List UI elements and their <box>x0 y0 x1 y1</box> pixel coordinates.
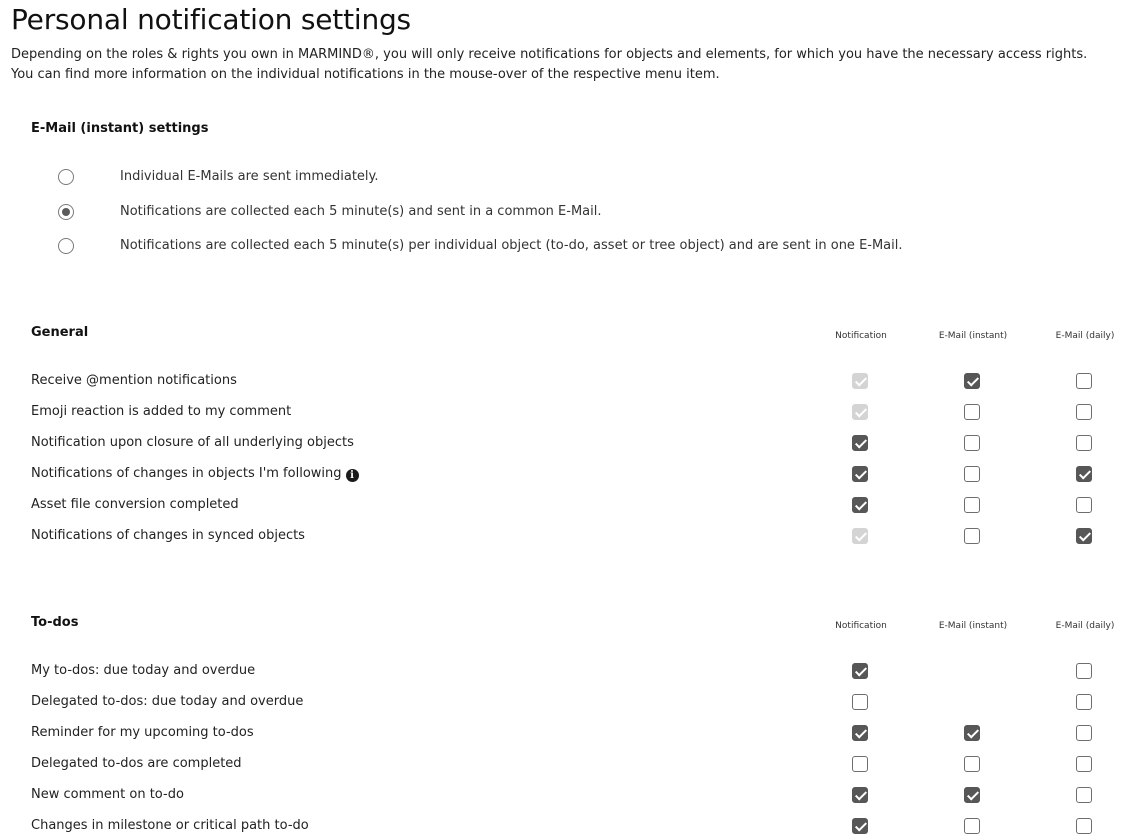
email-option-immediate[interactable] <box>58 169 1058 187</box>
checkbox-email-instant[interactable] <box>964 466 980 482</box>
checkbox-notification[interactable] <box>852 497 868 513</box>
checkbox-email-instant[interactable] <box>964 818 980 834</box>
setting-row-label <box>31 465 359 483</box>
checkbox-notification[interactable] <box>852 818 868 834</box>
radio-label: Notifications are collected each 5 minute(s) per individual object (to-do, asset or tree object) and are sent in one E-Mail. <box>120 238 903 253</box>
setting-row-label <box>31 755 242 773</box>
checkbox-notification[interactable] <box>852 725 868 741</box>
column-header-email-daily: E-Mail (daily) <box>1055 621 1115 631</box>
checkbox-email-daily[interactable] <box>1076 404 1092 420</box>
setting-row-label <box>31 786 184 804</box>
checkbox-email-daily[interactable] <box>1076 373 1092 389</box>
checkbox-email-instant[interactable] <box>964 725 980 741</box>
checkbox-notification[interactable] <box>852 663 868 679</box>
email-option-collected[interactable] <box>58 204 1058 222</box>
checkbox-email-instant[interactable] <box>964 373 980 389</box>
column-header-email-instant: E-Mail (instant) <box>938 621 1008 631</box>
column-header-email-daily: E-Mail (daily) <box>1055 331 1115 341</box>
column-header-email-instant: E-Mail (instant) <box>938 331 1008 341</box>
setting-label-text: Changes in milestone or critical path to-do <box>31 818 309 833</box>
setting-row-label <box>31 403 291 421</box>
checkbox-email-instant[interactable] <box>964 528 980 544</box>
checkbox-email-daily[interactable] <box>1076 528 1092 544</box>
column-header-notification: Notification <box>835 331 887 341</box>
intro-text-line-2: You can find more information on the individual notifications in the mouse-over of the respective menu item. <box>11 67 720 82</box>
setting-row-label <box>31 817 309 835</box>
setting-label-text: Asset file conversion completed <box>31 497 239 512</box>
setting-row-label <box>31 434 354 452</box>
checkbox-email-daily[interactable] <box>1076 787 1092 803</box>
checkbox-notification[interactable] <box>852 756 868 772</box>
radio-label: Notifications are collected each 5 minute(s) and sent in a common E-Mail. <box>120 204 602 219</box>
todos-section-title: To-dos <box>31 615 79 630</box>
checkbox-email-daily[interactable] <box>1076 435 1092 451</box>
email-option-per-object[interactable] <box>58 238 1058 256</box>
checkbox-email-instant[interactable] <box>964 787 980 803</box>
checkbox-notification <box>852 404 868 420</box>
setting-label-text: My to-dos: due today and overdue <box>31 663 256 678</box>
checkbox-email-instant[interactable] <box>964 756 980 772</box>
checkbox-notification <box>852 528 868 544</box>
setting-row-label <box>31 724 254 742</box>
checkbox-email-instant[interactable] <box>964 497 980 513</box>
setting-row-label <box>31 693 303 711</box>
setting-label-text: Notifications of changes in synced objects <box>31 528 305 543</box>
checkbox-notification[interactable] <box>852 435 868 451</box>
column-header-notification: Notification <box>835 621 887 631</box>
radio-button[interactable] <box>58 238 74 254</box>
checkbox-email-daily[interactable] <box>1076 497 1092 513</box>
checkbox-notification <box>852 373 868 389</box>
checkbox-email-daily[interactable] <box>1076 694 1092 710</box>
checkbox-email-instant[interactable] <box>964 435 980 451</box>
page-title: Personal notification settings <box>11 3 411 36</box>
radio-button-selected[interactable] <box>58 204 74 220</box>
intro-text-line-1: Depending on the roles & rights you own in MARMIND®, you will only receive notifications for objects and elements, for which you have the necessary access rights. <box>11 47 1088 62</box>
checkbox-email-daily[interactable] <box>1076 818 1092 834</box>
setting-label-text: Emoji reaction is added to my comment <box>31 404 292 419</box>
checkbox-email-daily[interactable] <box>1076 466 1092 482</box>
setting-label-text: Receive @mention notifications <box>31 373 237 388</box>
setting-label-text: New comment on to-do <box>31 787 184 802</box>
setting-label-text: Delegated to-dos: due today and overdue <box>31 694 304 709</box>
setting-row-label <box>31 527 305 545</box>
setting-label-text: Notification upon closure of all underlying objects <box>31 435 354 450</box>
checkbox-notification[interactable] <box>852 466 868 482</box>
setting-label-text: Delegated to-dos are completed <box>31 756 242 771</box>
checkbox-notification[interactable] <box>852 787 868 803</box>
setting-row-label <box>31 496 239 514</box>
setting-row-label <box>31 372 237 390</box>
checkbox-notification[interactable] <box>852 694 868 710</box>
radio-button[interactable] <box>58 169 74 185</box>
checkbox-email-daily[interactable] <box>1076 756 1092 772</box>
setting-label-text: Reminder for my upcoming to-dos <box>31 725 254 740</box>
checkbox-email-daily[interactable] <box>1076 663 1092 679</box>
radio-label: Individual E-Mails are sent immediately. <box>120 169 379 184</box>
general-section-title: General <box>31 325 89 340</box>
setting-label-text: Notifications of changes in objects I'm following <box>31 466 342 481</box>
email-settings-title: E-Mail (instant) settings <box>31 121 209 136</box>
info-circle-icon[interactable]: i <box>346 469 359 482</box>
setting-row-label <box>31 662 255 680</box>
checkbox-email-daily[interactable] <box>1076 725 1092 741</box>
checkbox-email-instant[interactable] <box>964 404 980 420</box>
